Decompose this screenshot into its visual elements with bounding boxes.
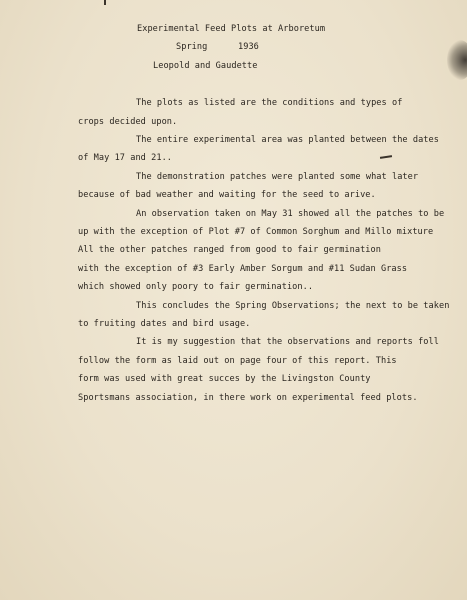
body-line: with the exception of #3 Early Amber Sorgum and #11 Sudan Grass — [78, 264, 408, 274]
body-line: An observation taken on May 31 showed all the patches to be — [136, 209, 445, 219]
body-line: crops decided upon. — [78, 117, 178, 127]
ink-stain — [447, 40, 467, 80]
body-line: follow the form as laid out on page four of this report. This — [78, 356, 397, 366]
body-line: This concludes the Spring Observations; the next to be taken — [136, 301, 450, 311]
body-line: The entire experimental area was planted between the dates — [136, 135, 439, 145]
body-line: All the other patches ranged from good to fair germination — [78, 245, 381, 255]
pencil-dash — [380, 155, 392, 159]
body-line: up with the exception of Plot #7 of Common Sorghum and Millo mixture — [78, 227, 434, 237]
authors-label: Leopold and Gaudette — [153, 61, 258, 71]
body-line: because of bad weather and waiting for the seed to arive. — [78, 190, 376, 200]
body-line: to fruiting dates and bird usage. — [78, 319, 251, 329]
body-line: Sportsmans association, in there work on experimental feed plots. — [78, 393, 418, 403]
body-line: The plots as listed are the conditions and types of — [136, 98, 403, 108]
body-line: The demonstration patches were planted some what later — [136, 172, 419, 182]
ink-mark — [104, 0, 106, 5]
body-line: of May 17 and 21.. — [78, 153, 173, 163]
body-line: form was used with great succes by the Livingston County — [78, 374, 371, 384]
year-label: 1936 — [238, 42, 259, 52]
body-line: which showed only poory to fair germination.. — [78, 282, 314, 292]
document-title: Experimental Feed Plots at Arboretum — [137, 24, 326, 34]
body-line: It is my suggestion that the observations and reports foll — [136, 337, 439, 347]
season-label: Spring — [176, 42, 208, 52]
